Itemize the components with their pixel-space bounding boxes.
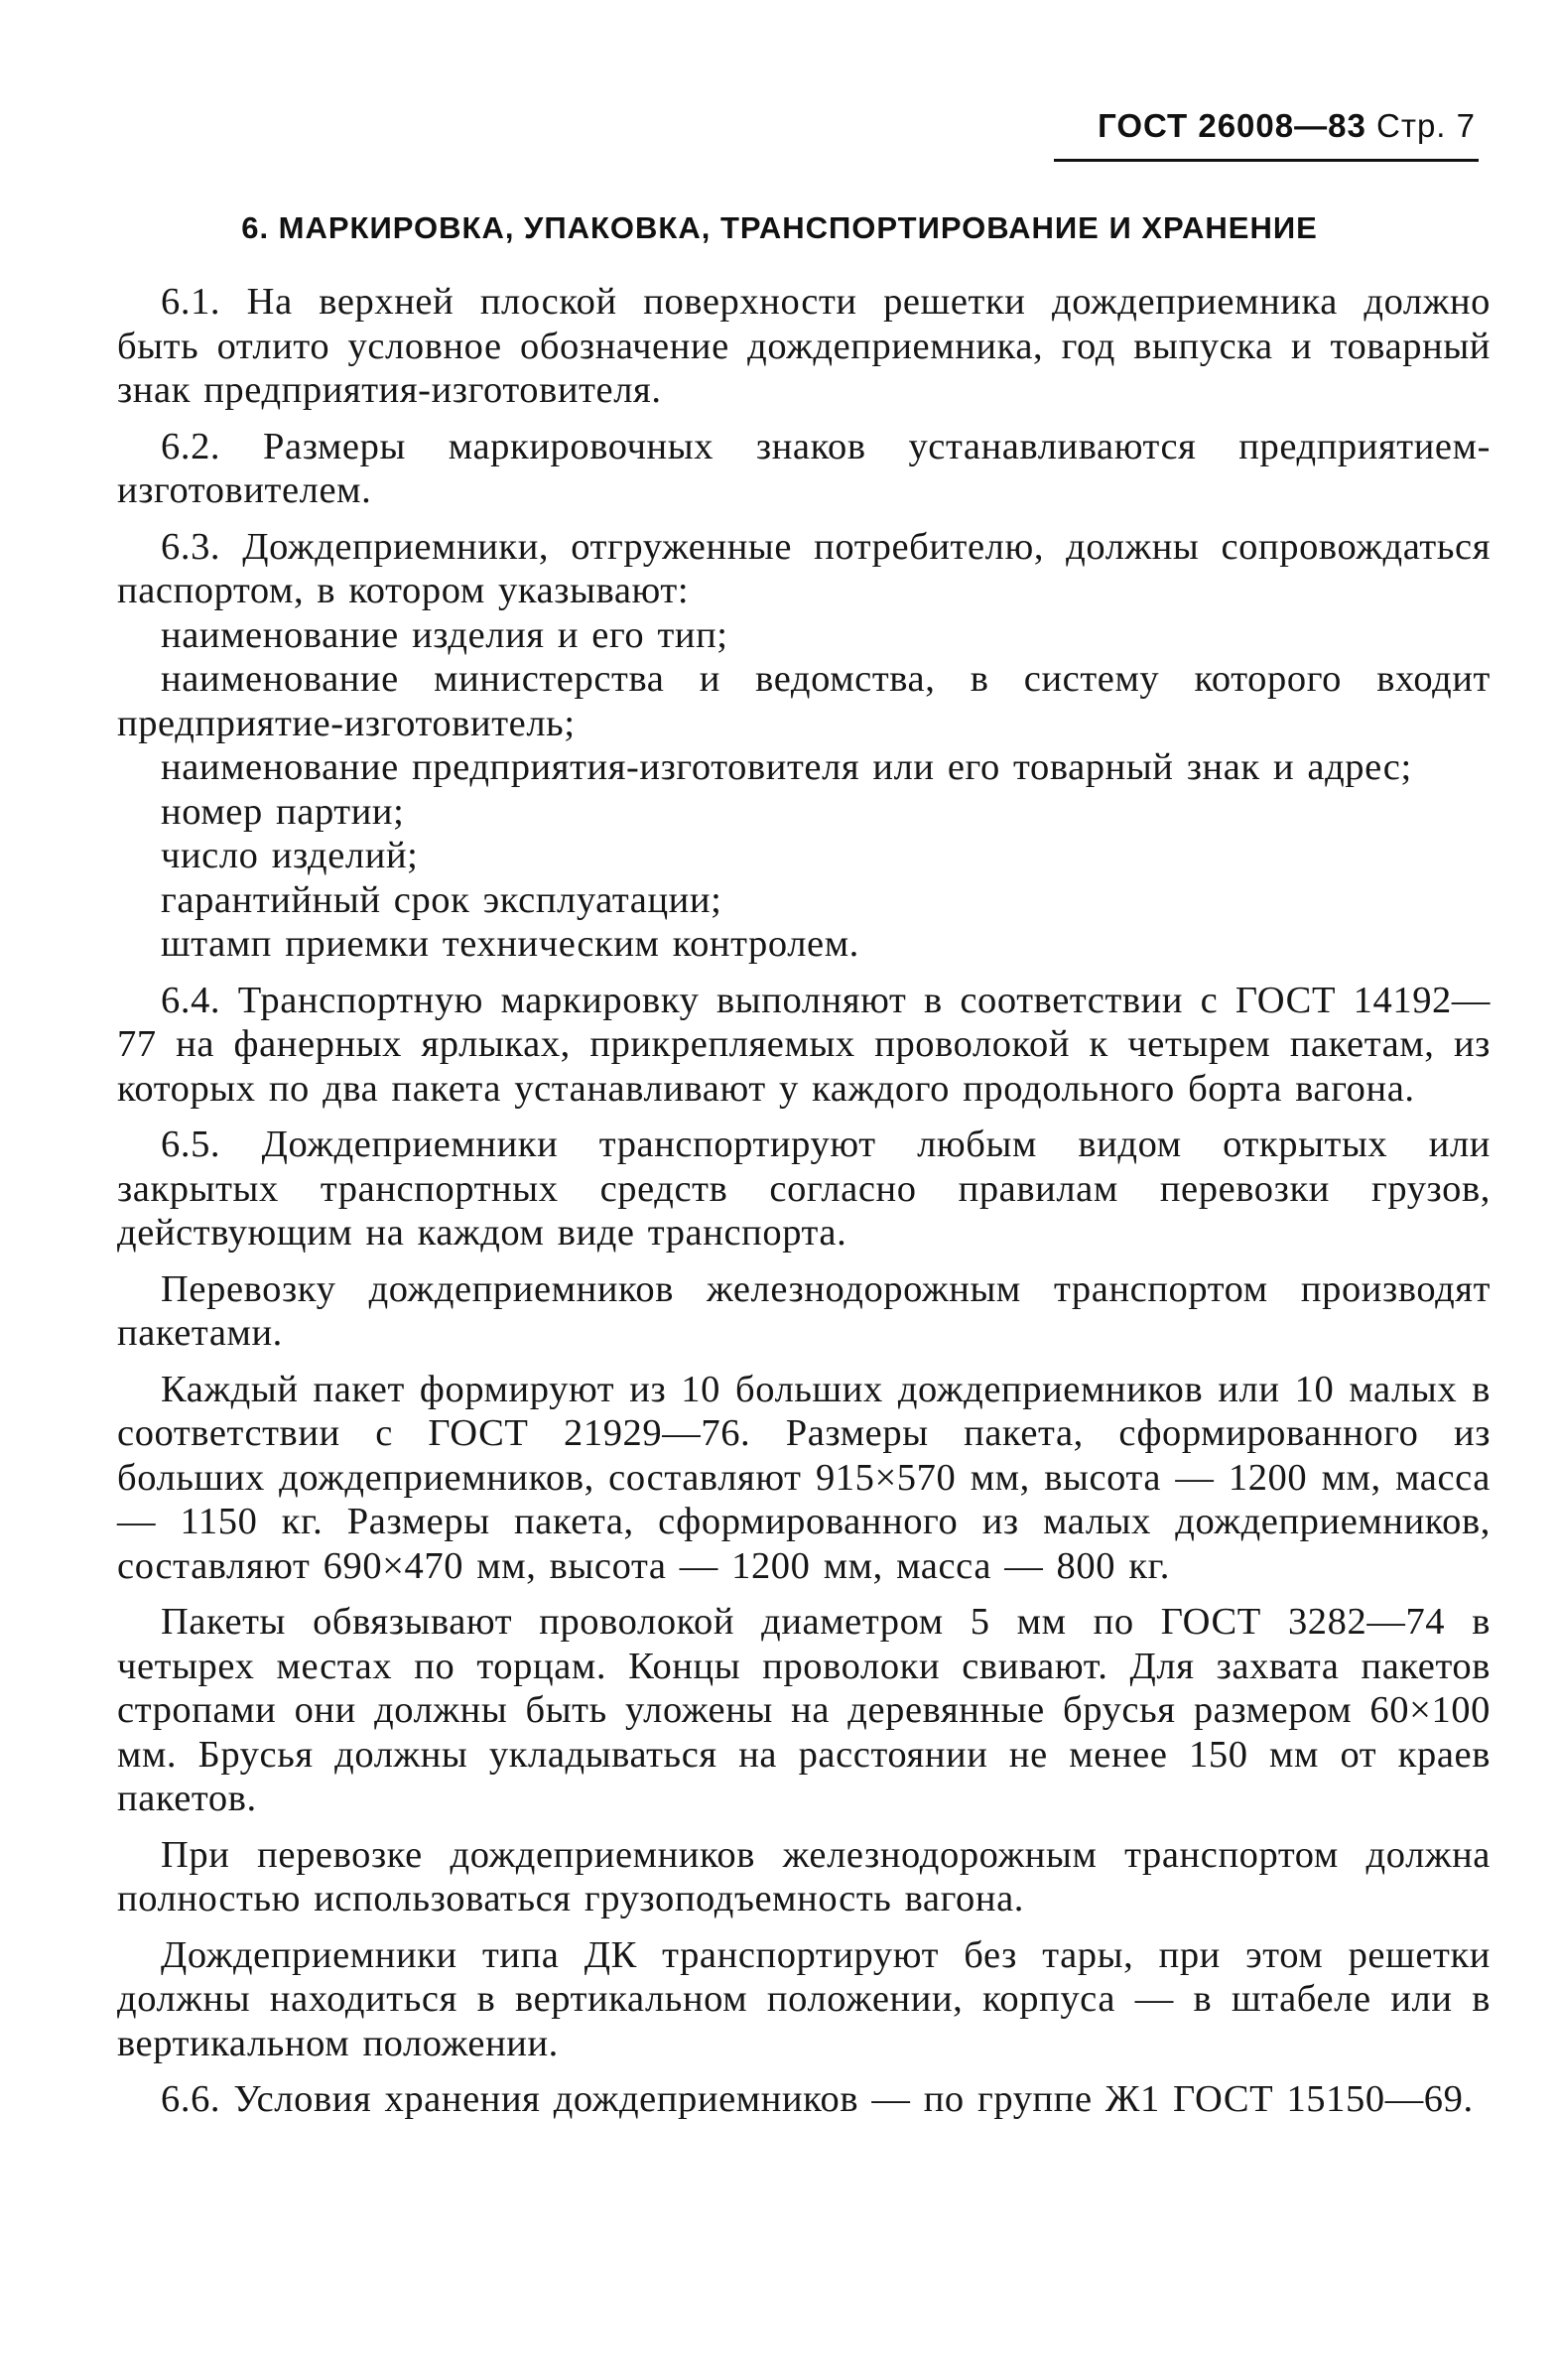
paragraph-6-5-rail: Перевозку дождеприемников железнодорожным транспортом производят пакетами. — [117, 1267, 1491, 1354]
paragraph-6-6: 6.6. Условия хранения дождеприемников — по группе Ж1 ГОСТ 15150—69. — [161, 2078, 1474, 2120]
list-item: число изделий; — [161, 835, 419, 876]
paragraph-6-5: 6.5. Дождеприемники транспортируют любым видом открытых или закрытых транспортных средств согласно правилам перевозки грузов, действующим на каждом виде транспорта. — [117, 1124, 1491, 1254]
list-item: наименование изделия и его тип; — [161, 613, 728, 656]
page-number: Стр. 7 — [1376, 107, 1476, 144]
page-header — [1098, 107, 1476, 145]
paragraph-6-2: 6.2. Размеры маркировочных знаков устанавливаются предприятием-изготовителем. — [117, 425, 1491, 511]
header-rule — [1054, 159, 1479, 162]
list-item: наименование предприятия-изготовителя или его товарный знак и адрес; — [161, 746, 1412, 788]
list-item: штамп приемки техническим контролем. — [161, 923, 859, 965]
paragraph-6-1: 6.1. На верхней плоской поверхности решетки дождеприемника должно быть отлито условное обозначение дождеприемника, год выпуска и товарный знак предприятия-изготовителя. — [117, 281, 1491, 411]
list-item: гарантийный срок эксплуатации; — [161, 878, 722, 921]
paragraph-6-4: 6.4. Транспортную маркировку выполняют в соответствии с ГОСТ 14192—77 на фанерных ярлыках, прикрепляемых проволокой к четырем пакетам, из которых по два пакета устанавливают у каждого продольного борта вагона. — [117, 979, 1491, 1110]
paragraph-6-5-capacity: При перевозке дождеприемников железнодорожным транспортом должна полностью использоваться грузоподъемность вагона. — [117, 1833, 1491, 1919]
list-item: номер партии; — [161, 790, 405, 833]
body-text — [117, 280, 1491, 2134]
section-title: 6. МАРКИРОВКА, УПАКОВКА, ТРАНСПОРТИРОВАНИЕ И ХРАНЕНИЕ — [241, 210, 1318, 245]
paragraph-6-5-dk: Дождеприемники типа ДК транспортируют без тары, при этом решетки должны находиться в вертикальном положении, корпуса — в штабеле или в вертикальном положении. — [117, 1933, 1491, 2064]
paragraph-6-5-packs: Каждый пакет формируют из 10 больших дождеприемников или 10 малых в соответствии с ГОСТ 21929—76. Размеры пакета, сформированного из больших дождеприемников, составляют 915×570 мм, высота — 1200 мм, масса — 1150 кг. Размеры пакета, сформированного из малых дождеприемников, составляют 690×470 мм, высота — 1200 мм, масса — 800 кг. — [117, 1368, 1491, 1587]
list-item: наименование министерства и ведомства, в систему которого входит предприятие-изготовитель; — [117, 658, 1491, 744]
standard-code: ГОСТ 26008—83 — [1098, 107, 1366, 144]
paragraph-6-5-binding: Пакеты обвязывают проволокой диаметром 5 мм по ГОСТ 3282—74 в четырех местах по торцам. Концы проволоки свивают. Для захвата пакетов стропами они должны быть уложены на деревянные брусья размером 60×100 мм. Брусья должны укладываться на расстоянии не менее 150 мм от краев пакетов. — [117, 1601, 1491, 1819]
paragraph-6-3: 6.3. Дождеприемники, отгруженные потребителю, должны сопровождаться паспортом, в котором указывают: — [117, 525, 1491, 611]
